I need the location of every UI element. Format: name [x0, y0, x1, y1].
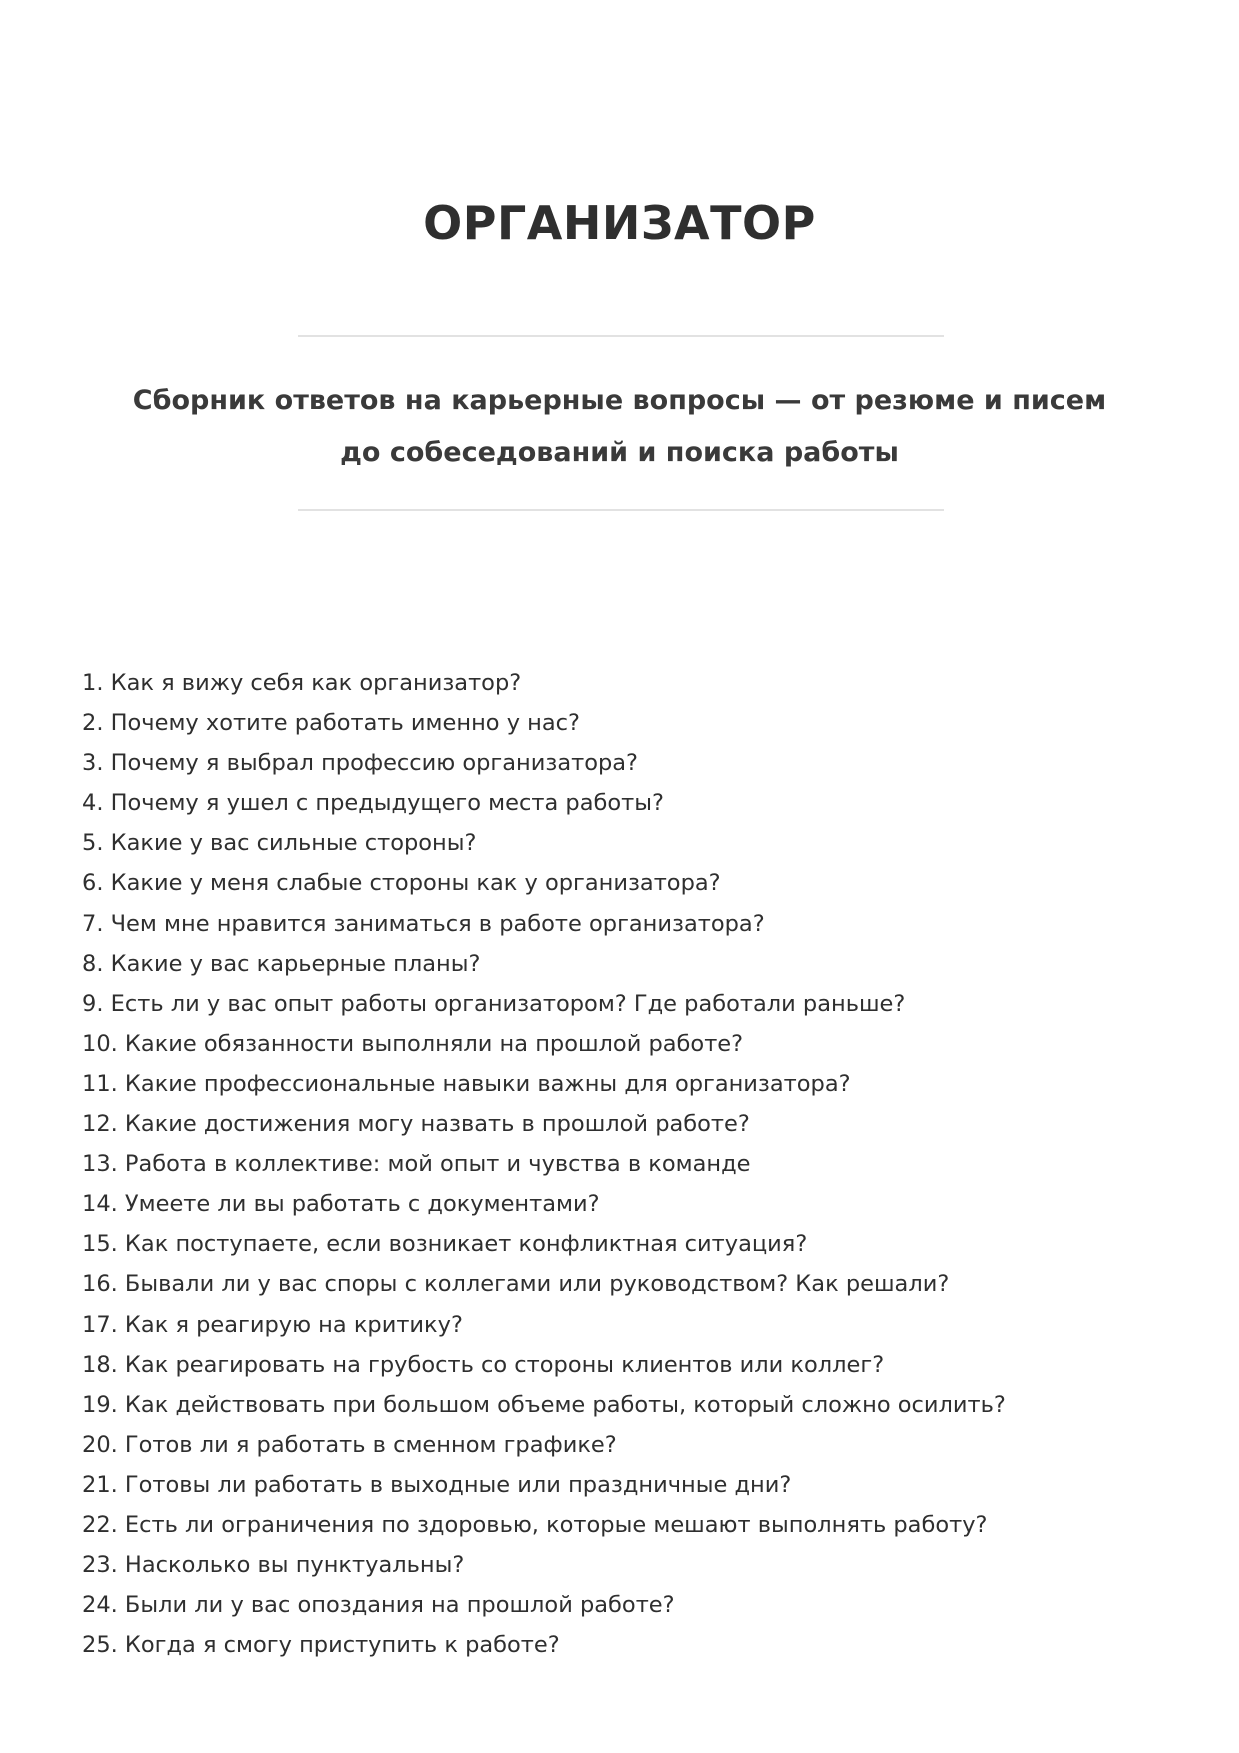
question-item: 12. Какие достижения могу назвать в прошлой работе?: [82, 1111, 750, 1138]
question-item: 24. Были ли у вас опоздания на прошлой работе?: [82, 1592, 675, 1619]
question-item: 4. Почему я ушел с предыдущего места работы?: [82, 790, 664, 817]
question-item: 15. Как поступаете, если возникает конфликтная ситуация?: [82, 1231, 808, 1258]
question-item: 18. Как реагировать на грубость со стороны клиентов или коллег?: [82, 1351, 885, 1378]
question-item: 21. Готовы ли работать в выходные или праздничные дни?: [82, 1471, 792, 1498]
question-item: 1. Как я вижу себя как организатор?: [82, 670, 522, 696]
question-item: 8. Какие у вас карьерные планы?: [82, 950, 481, 977]
page-subtitle: Сборник ответов на карьерные вопросы — от резюме и писем до собеседований и поиска работы: [132, 385, 1107, 468]
question-item: 5. Какие у вас сильные стороны?: [82, 830, 477, 857]
question-item: 3. Почему я выбрал профессию организатора?: [82, 750, 638, 777]
question-item: 11. Какие профессиональные навыки важны для организатора?: [82, 1070, 851, 1097]
question-item: 22. Есть ли ограничения по здоровью, которые мешают выполнять работу?: [82, 1511, 988, 1538]
divider-bottom: [298, 509, 944, 511]
question-item: 10. Какие обязанности выполняли на прошлой работе?: [82, 1030, 744, 1057]
question-item: 25. Когда я смогу приступить к работе?: [82, 1632, 560, 1659]
divider-top: [298, 335, 944, 337]
question-list: [82, 663, 1162, 1665]
question-item: 7. Чем мне нравится заниматься в работе организатора?: [82, 910, 765, 937]
question-item: 20. Готов ли я работать в сменном графике?: [82, 1431, 617, 1458]
question-item: 13. Работа в коллективе: мой опыт и чувства в команде: [82, 1151, 751, 1178]
question-item: 19. Как действовать при большом объеме работы, который сложно осилить?: [82, 1391, 1006, 1418]
question-item: 23. Насколько вы пунктуальны?: [82, 1552, 465, 1579]
question-item: 2. Почему хотите работать именно у нас?: [82, 710, 580, 737]
page-title: ОРГАНИЗАТОР: [423, 196, 816, 250]
question-item: 9. Есть ли у вас опыт работы организатором? Где работали раньше?: [82, 990, 906, 1017]
question-item: 6. Какие у меня слабые стороны как у организатора?: [82, 870, 721, 897]
question-item: 14. Умеете ли вы работать с документами?: [82, 1191, 600, 1218]
question-item: 17. Как я реагирую на критику?: [82, 1311, 463, 1338]
question-item: 16. Бывали ли у вас споры с коллегами или руководством? Как решали?: [82, 1271, 950, 1298]
